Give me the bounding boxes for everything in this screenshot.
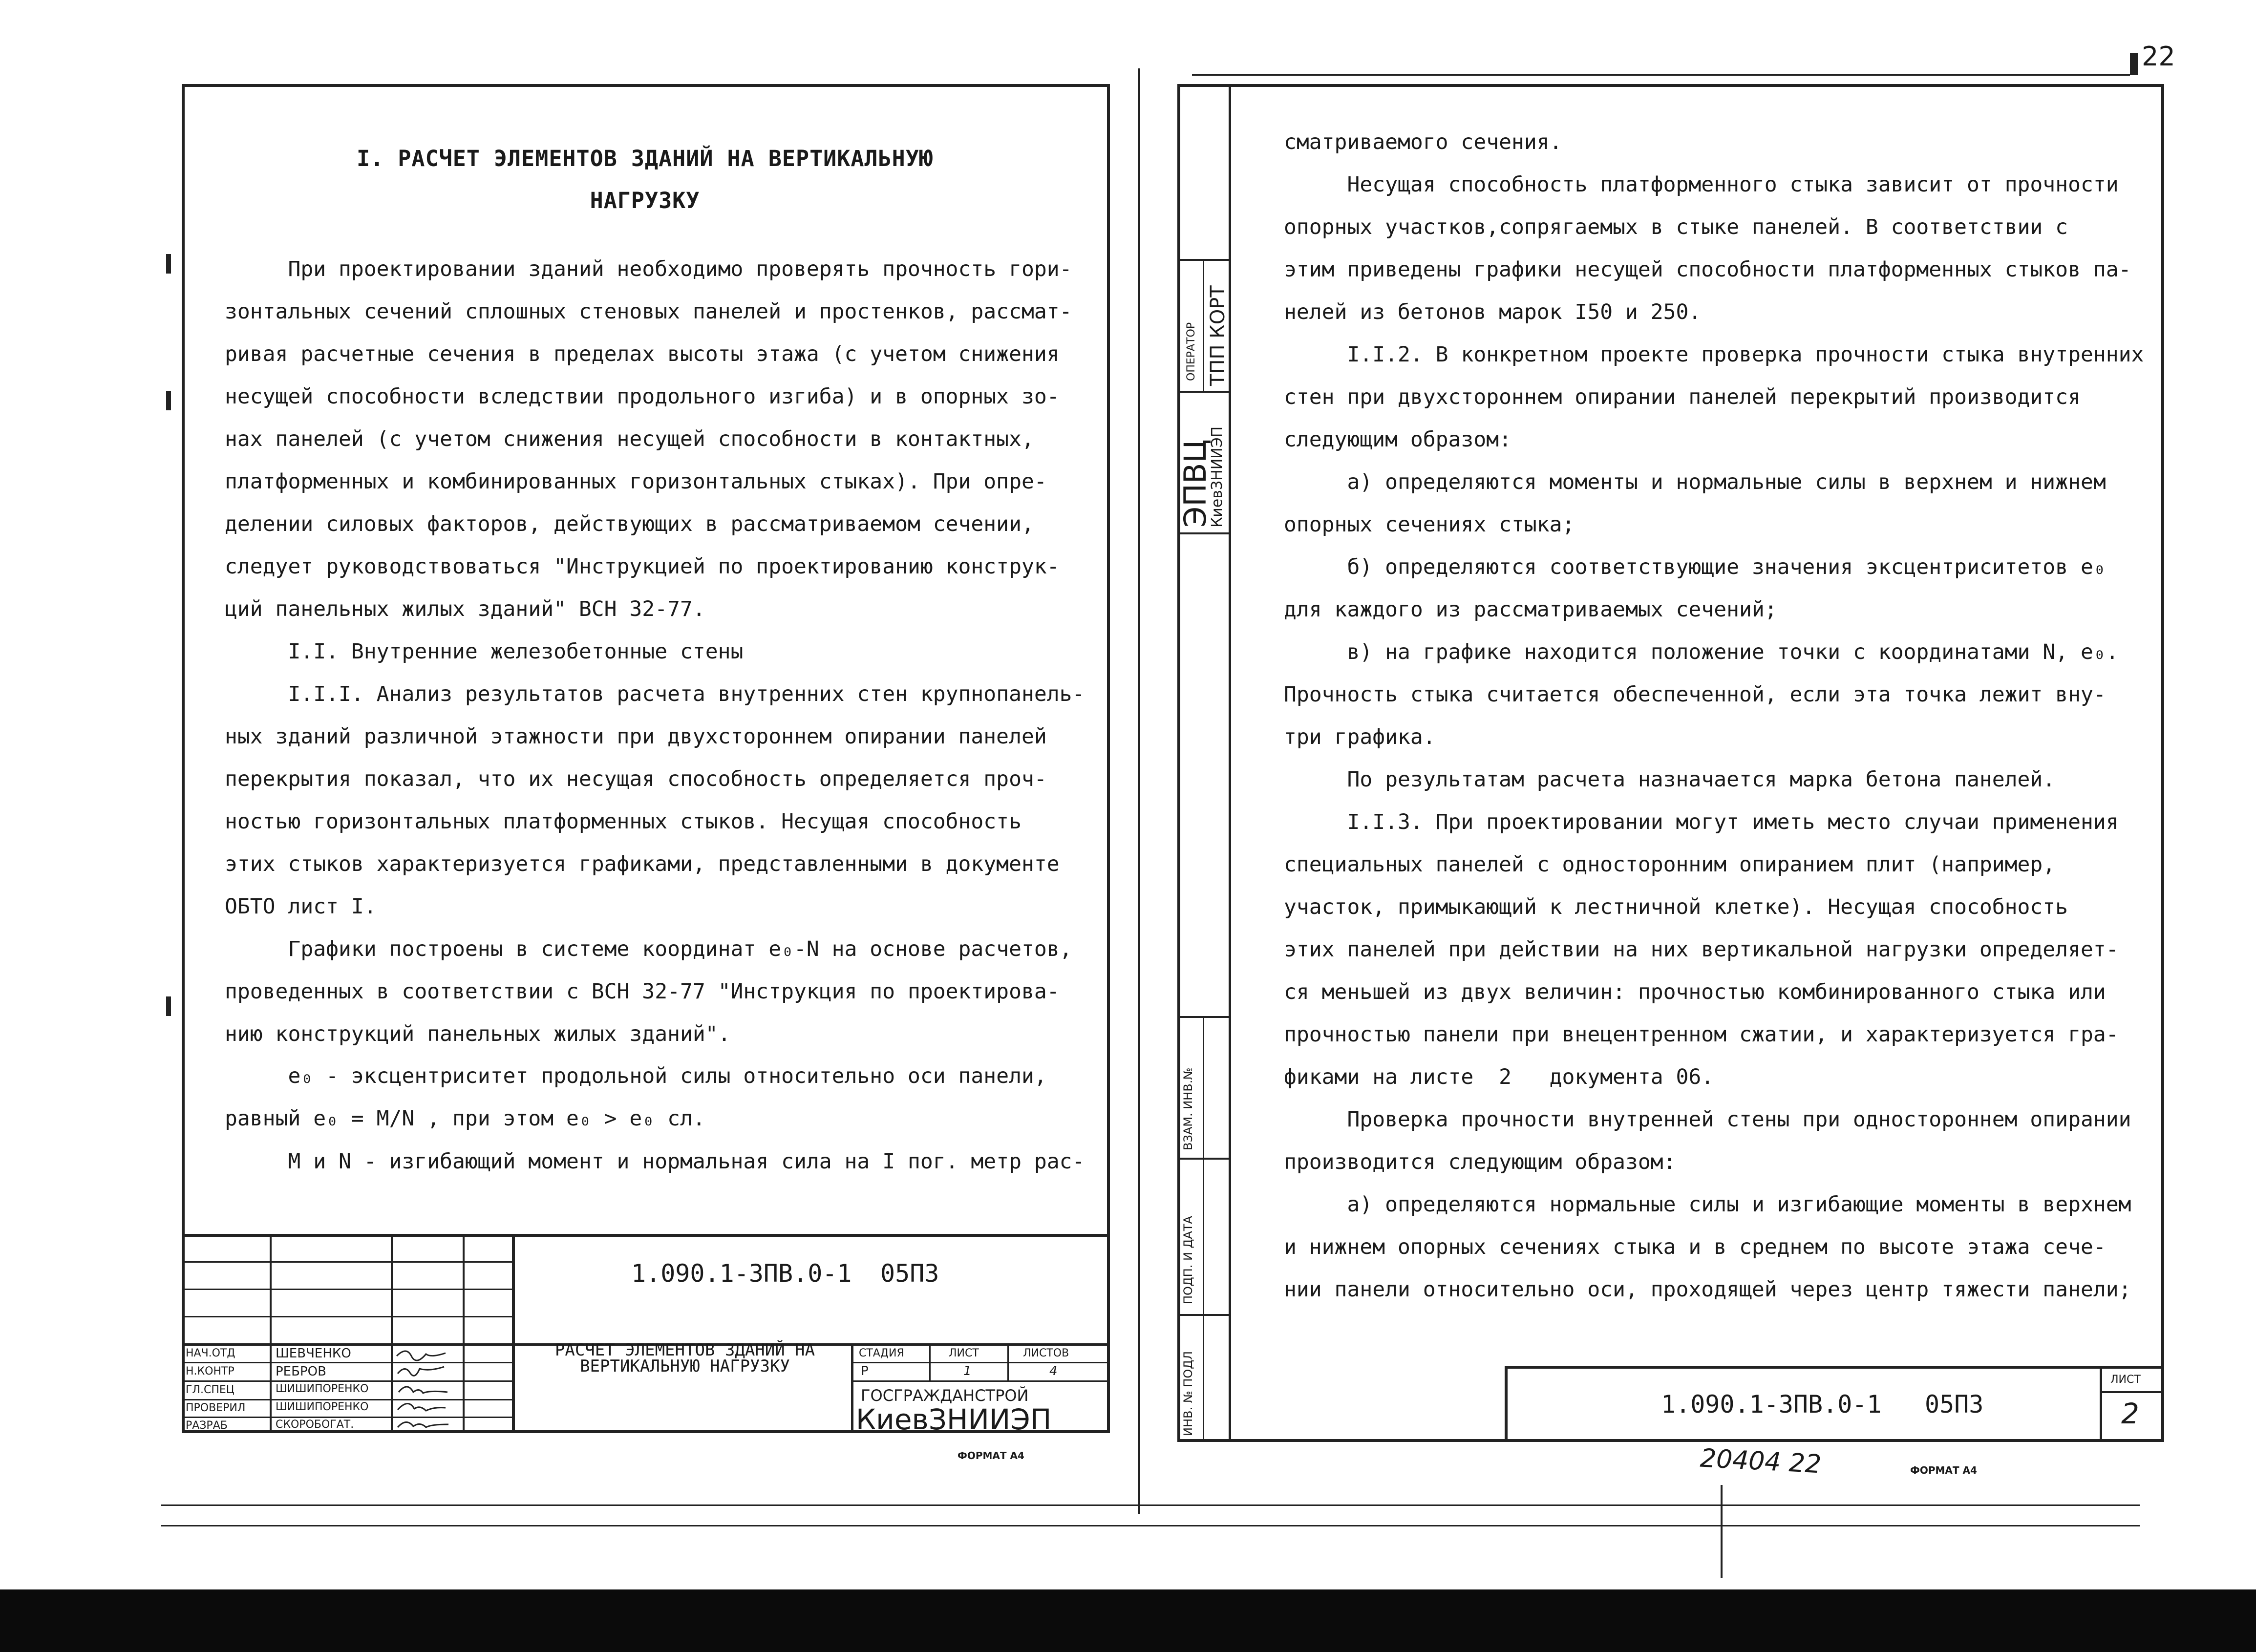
right-paragraph-10: а) определяются нормальные силы и изгибающие моменты в верхнем и нижнем опорных сечениях стыка и в среднем по высоте этажа сече- нии панели относительно оси, проходящей через центр тяжести панели; xyxy=(1284,1192,2131,1302)
left-doc-number: 05П3 xyxy=(880,1259,939,1288)
right-paragraph-7: По результатам расчета назначается марка бетона панелей. xyxy=(1284,767,2056,792)
left-paragraph-4: Графики построены в системе координат e₀-N на основе расчетов, проведенных в соответствии с ВСН 32-77 "Инструкция по проектирова- нию конструкций панельных жилых зданий". xyxy=(225,937,1072,1046)
sheets-value: 4 xyxy=(1049,1364,1058,1378)
left-paragraph-5: e₀ - эксцентриситет продольной силы относительно оси панели, равный e₀ = M/N , при этом e₀ > e₀ сл. xyxy=(225,1064,1047,1131)
right-paragraph-9: Проверка прочности внутренней стены при одностороннем опирании производится следующим образом: xyxy=(1284,1107,2131,1174)
org-gosgrazhdanstroi: ГОСГРАЖДАНСТРОЙ xyxy=(861,1386,1029,1405)
left-paragraph-1: При проектировании зданий необходимо проверять прочность гори- зонтальных сечений сплошных стеновых панелей и простенков, рассмат- ривая расчетные сечения в пределах высоты этажа (с учетом снижения несущей способности вследствии продольного изгиба) и в опорных зо- нах панелей (с учетом снижения несущей способности в контактных, платформенных и комбинированных горизонтальных стыках). При опре- делении силовых факторов, действующих в рассматриваемом сечении, следует руководствоваться "Инструкцией по проектированию конструк- ций панельных жилых зданий" ВСН 32-77. xyxy=(225,257,1072,621)
left-doc-code: 1.090.1-3ПВ.0-1 xyxy=(631,1259,852,1288)
left-paragraph-6: M и N - изгибающий момент и нормальная сила на I пог. метр рас- xyxy=(225,1149,1085,1174)
left-paragraph-3: I.I.I. Анализ результатов расчета внутренних стен крупнопанель- ных зданий различной этажности при двухстороннем опирании панелей перекрытия показал, что их несущая способность определяется проч- ностью горизонтальных платформенных стыков. Несущая способность этих стыков характеризуется графиками, представленными в документе ОБТО лист I. xyxy=(225,682,1085,919)
top-right-rule xyxy=(1192,74,2130,76)
name-skorobogat: СКОРОБОГАТ. xyxy=(276,1419,354,1431)
corner-page-number: 22 xyxy=(2142,41,2175,72)
footer-rule-2 xyxy=(161,1525,2140,1526)
right-paragraph-1: сматриваемого сечения. xyxy=(1284,130,1562,154)
side-operator: ОПЕРАТОР xyxy=(1185,322,1197,381)
corner-mark xyxy=(2130,53,2138,75)
name-shishiporenko-1: ШИШИПОРЕНКО xyxy=(276,1383,369,1395)
right-doc-number: 05П3 xyxy=(1925,1390,1984,1419)
section-title-line2: НАГРУЗКУ xyxy=(590,188,700,213)
sheets-header: ЛИСТОВ xyxy=(1023,1347,1069,1359)
signatures-image xyxy=(393,1345,463,1433)
role-n-kontr: Н.КОНТР xyxy=(186,1365,234,1377)
right-paragraph-6: в) на графике находится положение точки с координатами N, e₀. Прочность стыка считается обеспеченной, если эта точка лежит вну- три графика. xyxy=(1284,640,2119,749)
right-sheet-header: ЛИСТ xyxy=(2110,1374,2141,1386)
stage-header: СТАДИЯ xyxy=(859,1347,904,1359)
footer-rule-1 xyxy=(161,1504,2140,1506)
right-paragraph-5: б) определяются соответствующие значения эксцентриситетов e₀ для каждого из рассматриваемых сечений; xyxy=(1284,555,2106,622)
role-nach-otd: НАЧ.ОТД xyxy=(186,1347,235,1359)
left-margin-mark xyxy=(166,391,171,410)
section-title-line1: I. РАСЧЕТ ЭЛЕМЕНТОВ ЗДАНИЙ НА ВЕРТИКАЛЬНУЮ xyxy=(357,146,933,171)
side-org: КиевЗНИИЭП xyxy=(1209,426,1226,528)
left-stamp-title: РАСЧЕТ ЭЛЕМЕНТОВ ЗДАНИЙ НА ВЕРТИКАЛЬНУЮ НАГРУЗКУ xyxy=(554,1340,815,1376)
scan-bottom-border xyxy=(0,1589,2256,1652)
name-shishiporenko-2: ШИШИПОРЕНКО xyxy=(276,1401,369,1413)
role-gl-spec: ГЛ.СПЕЦ xyxy=(186,1384,234,1396)
right-paragraph-4: а) определяются моменты и нормальные силы в верхнем и нижнем опорных сечениях стыка; xyxy=(1284,470,2106,537)
side-tpp-kort: ТПП КОРТ xyxy=(1207,285,1229,386)
right-format-label: ФОРМАТ А4 xyxy=(1910,1464,1977,1476)
side-label-inv: ИНВ. № ПОДЛ xyxy=(1181,1351,1195,1436)
name-shevchenko: ШЕВЧЕНКО xyxy=(276,1346,351,1361)
stage-value: Р xyxy=(861,1364,869,1378)
sheet-header: ЛИСТ xyxy=(949,1347,979,1359)
right-title-block xyxy=(1505,1366,2164,1442)
right-sheet-value: 2 xyxy=(2121,1397,2139,1430)
right-paragraph-2: Несущая способность платформенного стыка зависит от прочности опорных участков,сопрягаемых в стыке панелей. В соответствии с этим приведены графики несущей способности платформенных стыков па- нелей из бетонов марок I50 и 250. xyxy=(1284,172,2131,324)
handwritten-number: 20404 22 xyxy=(1699,1443,1822,1480)
side-label-podp: ПОДП. И ДАТА xyxy=(1181,1216,1195,1304)
org-kievzniiep: КиевЗНИИЭП xyxy=(856,1403,1052,1436)
left-paragraph-2: I.I. Внутренние железобетонные стены xyxy=(225,639,744,664)
left-format-label: ФОРМАТ А4 xyxy=(958,1450,1024,1461)
right-paragraph-3: I.I.2. В конкретном проекте проверка прочности стыка внутренних стен при двухстороннем опирании панелей перекрытий производится следующим образом: xyxy=(1284,342,2144,452)
role-proveril: ПРОВЕРИЛ xyxy=(186,1402,246,1414)
left-margin-mark xyxy=(166,254,171,274)
left-title-block xyxy=(182,1234,1110,1436)
name-rebrov: РЕБРОВ xyxy=(276,1364,326,1379)
right-paragraph-8: I.I.3. При проектировании могут иметь место случаи применения специальных панелей с односторонним опиранием плит (например, участок, примыкающий к лестничной клетке). Несущая способность этих панелей при действии на них вертикальной нагрузки определяет- ся меньшей из двух величин: прочностью комбинированного стыка или прочностью панели при внецентренном сжатии, и характеризуется гра- фиками на листе 2 документа 06. xyxy=(1284,810,2119,1089)
role-razrab: РАЗРАБ xyxy=(186,1419,228,1432)
side-label-vzam: ВЗАМ. ИНВ.№ xyxy=(1181,1067,1195,1150)
side-epvc: ЭПВЦ xyxy=(1177,439,1213,528)
footer-spine xyxy=(1721,1485,1723,1578)
sheet-value: 1 xyxy=(963,1364,972,1378)
center-fold-line xyxy=(1138,68,1140,1514)
left-margin-mark xyxy=(166,996,171,1016)
right-doc-code: 1.090.1-3ПВ.0-1 xyxy=(1661,1390,1882,1419)
